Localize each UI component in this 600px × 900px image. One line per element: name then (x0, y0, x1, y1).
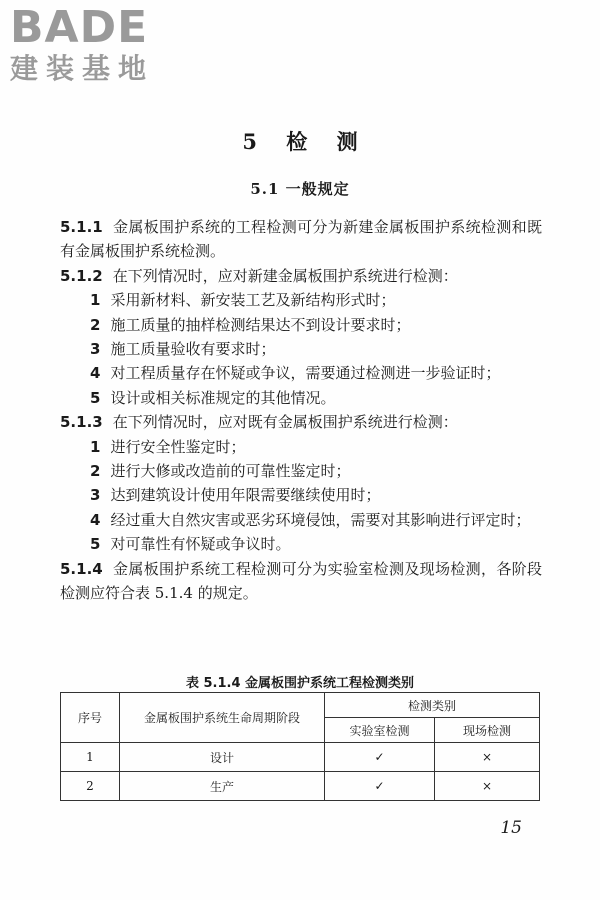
cell-stage: 生产 (120, 772, 325, 801)
list-item (60, 313, 542, 337)
list-item (60, 337, 542, 361)
cell-seq: 2 (61, 772, 120, 801)
clause-number: 5.1.2 (60, 266, 103, 285)
item-text: 经过重大自然灾害或恶劣环境侵蚀，需要对其影响进行评定时； (110, 510, 531, 529)
item-text: 对工程质量存在怀疑或争议，需要通过检测进一步验证时； (110, 364, 501, 383)
chapter-title: 5 检 测 (242, 129, 358, 154)
table-header-row (61, 693, 540, 718)
item-number: 3 (90, 486, 101, 505)
brand-logo (10, 2, 180, 85)
logo-subtitle: 建装基地 (10, 52, 155, 85)
list-item (60, 288, 542, 312)
page-number: 15 (500, 818, 522, 838)
item-text: 进行安全性鉴定时； (110, 437, 246, 456)
item-number: 5 (90, 535, 101, 554)
cell-seq: 1 (61, 743, 120, 772)
clause-5-1-2 (60, 264, 542, 288)
item-number: 1 (90, 437, 101, 456)
clause-text: 在下列情况时，应对新建金属板围护系统进行检测： (112, 266, 458, 285)
clause-5-1-4 (60, 557, 542, 606)
clause-number: 5.1.4 (60, 559, 103, 578)
clause-text: 金属板围护系统的工程检测可分为新建金属板围护系统检测和既有金属板围护系统检测。 (60, 218, 542, 261)
item-text: 施工质量验收有要求时； (110, 340, 276, 359)
list-item (60, 459, 542, 483)
item-number: 4 (90, 510, 101, 529)
list-item (60, 508, 542, 532)
item-number: 2 (90, 462, 101, 481)
item-number: 5 (90, 388, 101, 407)
list-item (60, 435, 542, 459)
cell-stage: 设计 (120, 743, 325, 772)
item-number: 3 (90, 340, 101, 359)
item-number: 1 (90, 291, 101, 310)
cell-field: × (435, 772, 540, 801)
inspection-category-table (60, 692, 540, 801)
header-lab: 实验室检测 (325, 718, 435, 743)
item-text: 进行大修或改造前的可靠性鉴定时； (110, 462, 351, 481)
list-item (60, 483, 542, 507)
clause-number: 5.1.1 (60, 218, 103, 236)
item-text: 达到建筑设计使用年限需要继续使用时； (110, 486, 381, 505)
logo-wordmark: BADE (10, 2, 149, 53)
clause-number: 5.1.3 (60, 413, 103, 432)
document-body (60, 215, 542, 606)
header-field: 现场检测 (435, 718, 540, 743)
clause-5-1-1 (60, 215, 542, 264)
clause-text: 金属板围护系统工程检测可分为实验室检测及现场检测，各阶段检测应符合表 5.1.4 的规定。 (60, 559, 542, 603)
list-item (60, 532, 542, 556)
list-item (60, 361, 542, 385)
item-text: 施工质量的抽样检测结果达不到设计要求时； (110, 315, 411, 334)
item-text: 设计或相关标准规定的其他情况。 (110, 388, 336, 407)
header-stage: 金属板围护系统生命周期阶段 (120, 693, 325, 743)
item-number: 4 (90, 364, 101, 383)
clause-5-1-3 (60, 410, 542, 434)
header-category: 检测类别 (325, 693, 540, 718)
item-text: 对可靠性有怀疑或争议时。 (110, 535, 291, 554)
list-item (60, 386, 542, 410)
cell-lab: ✓ (325, 772, 435, 801)
table-row (61, 772, 540, 801)
item-text: 采用新材料、新安装工艺及新结构形式时； (110, 291, 396, 310)
item-number: 2 (90, 315, 101, 334)
table-row (61, 743, 540, 772)
cell-field: × (435, 743, 540, 772)
clause-text: 在下列情况时，应对既有金属板围护系统进行检测： (112, 413, 458, 432)
table-caption: 表 5.1.4 金属板围护系统工程检测类别 (185, 676, 415, 691)
cell-lab: ✓ (325, 743, 435, 772)
section-title: 5.1 一般规定 (250, 180, 350, 198)
header-seq: 序号 (61, 693, 120, 743)
